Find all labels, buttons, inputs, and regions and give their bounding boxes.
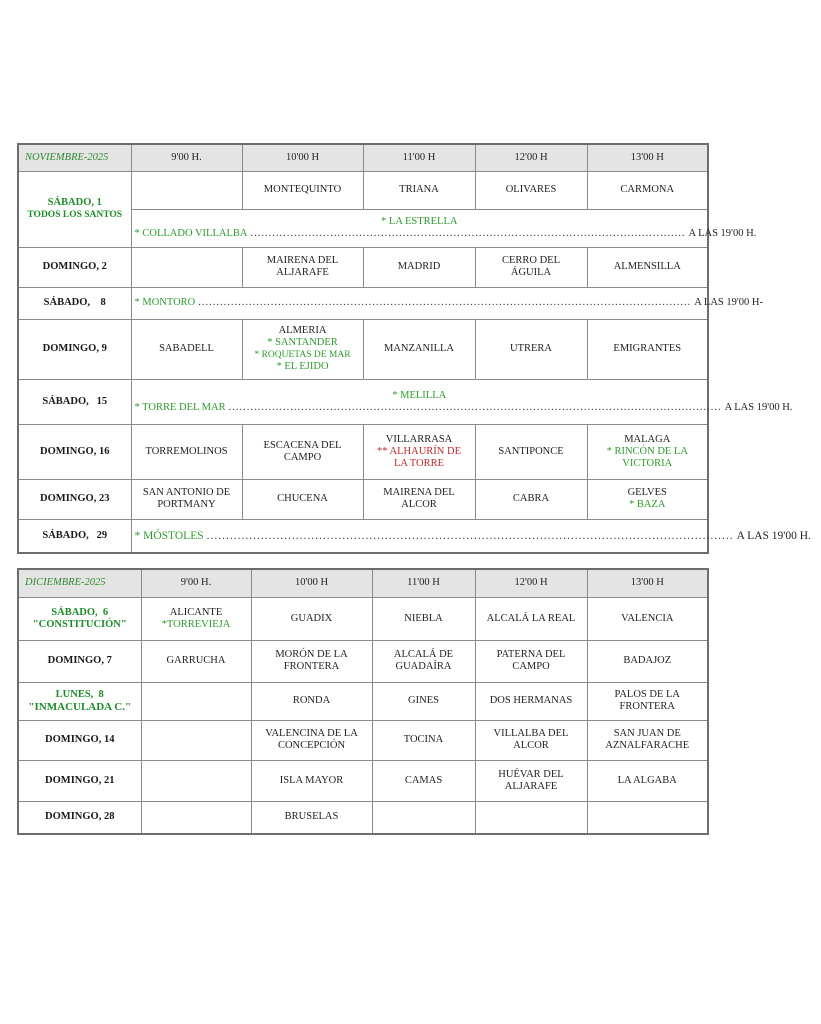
span-cell: [131, 209, 757, 247]
day-label: DOMINGO, 16: [18, 424, 131, 479]
november-header-row: [18, 144, 708, 171]
december-schedule-table: [17, 568, 709, 835]
cell: [242, 424, 363, 479]
table-row: [18, 287, 708, 319]
cell: [587, 479, 708, 519]
table-row: [18, 479, 708, 519]
month-title: NOVIEMBRE-2025: [18, 144, 131, 171]
table-row: [18, 424, 708, 479]
cell: DOS HERMANAS: [475, 682, 587, 720]
cell: [475, 247, 587, 287]
cell-line: MAIRENA DEL: [383, 487, 455, 498]
span-text: * MONTORO: [134, 297, 196, 308]
cell: MADRID: [363, 247, 475, 287]
table-row: [18, 597, 708, 640]
cell-empty: [141, 682, 251, 720]
cell-line: VICTORIA: [622, 457, 673, 469]
cell: [251, 640, 372, 682]
cell: SABADELL: [131, 319, 242, 379]
table-row: [18, 171, 708, 209]
cell: ALCALÁ LA REAL: [475, 597, 587, 640]
cell-line: GELVES: [627, 487, 667, 498]
cell: [141, 597, 251, 640]
time-label: A LAS 19'00 H-: [694, 297, 763, 308]
header-10h: 10'00 H: [251, 569, 372, 597]
span-text: * MELILLA: [392, 389, 447, 401]
cell: SANTIPONCE: [475, 424, 587, 479]
cell: [475, 760, 587, 801]
cell-line: FRONTERA: [283, 661, 340, 672]
month-title: DICIEMBRE-2025: [18, 569, 141, 597]
table-row: [18, 640, 708, 682]
time-label: A LAS 19'00 H.: [736, 529, 811, 542]
cell-line: * SANTANDER: [267, 337, 338, 348]
cell-line: SAN JUAN DE: [613, 728, 681, 739]
day-label: [18, 597, 141, 640]
cell-line: GUADAÍRA: [395, 661, 452, 672]
cell-empty: [372, 801, 475, 834]
span-cell: [131, 379, 793, 424]
cell: [242, 247, 363, 287]
day-subtitle: TODOS LOS SANTOS: [27, 210, 123, 220]
table-row: [18, 720, 708, 760]
cell-line: CERRO DEL: [501, 255, 561, 266]
table-row: [18, 247, 708, 287]
table-row: [18, 319, 708, 379]
cell-line: * EL EJIDO: [276, 361, 329, 372]
day-label: DOMINGO, 14: [18, 720, 141, 760]
cell-empty: [141, 801, 251, 834]
span-text: * TORRE DEL MAR: [134, 401, 226, 413]
cell: [131, 479, 242, 519]
cell: NIEBLA: [372, 597, 475, 640]
cell-line: ALICANTE: [169, 606, 223, 618]
cell: EMIGRANTES: [587, 319, 708, 379]
cell: TOCINA: [372, 720, 475, 760]
header-12h: 12'00 H: [475, 569, 587, 597]
table-row: [18, 682, 708, 720]
cell-line: ALCOR: [513, 740, 549, 751]
cell-line: SAN ANTONIO DE: [142, 487, 231, 498]
cell: LA ALGABA: [587, 760, 708, 801]
day-label: DOMINGO, 21: [18, 760, 141, 801]
day-label: DOMINGO, 7: [18, 640, 141, 682]
dot-leader: ........................................................................................................................................: [206, 529, 734, 542]
cell-line: AZNALFARACHE: [605, 740, 690, 751]
table-row: [18, 760, 708, 801]
header-11h: 11'00 H: [372, 569, 475, 597]
table-row: [18, 379, 708, 424]
day-label: [18, 682, 141, 720]
cell-line: ALMERIA: [278, 325, 327, 336]
cell-empty: [131, 247, 242, 287]
day-label: [18, 519, 131, 553]
cell: BADAJOZ: [587, 640, 708, 682]
cell: [363, 479, 475, 519]
cell: [475, 720, 587, 760]
cell: MANZANILLA: [363, 319, 475, 379]
cell-line: *TORREVIEJA: [161, 618, 231, 630]
day-subtitle: "INMACULADA C.": [28, 701, 132, 713]
cell: GUADIX: [251, 597, 372, 640]
span-cell: [131, 519, 811, 553]
cell-empty: [587, 801, 708, 834]
november-schedule-table: [17, 143, 811, 554]
cell-empty: [475, 801, 587, 834]
cell: GARRUCHA: [141, 640, 251, 682]
day-label: DOMINGO, 23: [18, 479, 131, 519]
day-name: LUNES, 8: [55, 689, 104, 700]
day-name: SÁBADO, 15: [42, 395, 108, 407]
cell: OLIVARES: [475, 171, 587, 209]
day-label: [18, 379, 131, 424]
table-row: [18, 801, 708, 834]
span-cell: [131, 287, 763, 319]
cell: GINES: [372, 682, 475, 720]
cell-line: PALOS DE LA: [614, 689, 681, 700]
header-11h: 11'00 H: [363, 144, 475, 171]
cell: [242, 319, 363, 379]
table-row: [18, 519, 708, 553]
cell-line: * ROQUETAS DE MAR: [254, 350, 351, 360]
cell: MONTEQUINTO: [242, 171, 363, 209]
cell-line: MAIRENA DEL: [266, 255, 339, 266]
day-label: DOMINGO, 9: [18, 319, 131, 379]
dot-leader: ........................................................................................................................................: [198, 297, 692, 308]
day-name: SÁBADO, 8: [43, 297, 106, 308]
dot-leader: ........................................................................................................................: [250, 228, 686, 239]
cell-line: MALAGA: [624, 433, 671, 445]
day-label: DOMINGO, 28: [18, 801, 141, 834]
cell: RONDA: [251, 682, 372, 720]
cell: TORREMOLINOS: [131, 424, 242, 479]
cell-line: ALCALÁ DE: [393, 649, 454, 660]
cell-empty: [131, 171, 242, 209]
cell-line: VALENCINA DE LA: [265, 728, 358, 739]
cell: VALENCIA: [587, 597, 708, 640]
cell: BRUSELAS: [251, 801, 372, 834]
cell-line: ESCACENA DEL: [263, 439, 342, 451]
cell-line: CAMPO: [283, 451, 322, 463]
cell: [475, 640, 587, 682]
cell: [587, 682, 708, 720]
header-9h: 9'00 H.: [141, 569, 251, 597]
cell: CHUCENA: [242, 479, 363, 519]
cell: ALMENSILLA: [587, 247, 708, 287]
cell-line: ALJARAFE: [504, 780, 558, 792]
day-label: [18, 171, 131, 247]
cell: [251, 720, 372, 760]
header-13h: 13'00 H: [587, 144, 708, 171]
header-12h: 12'00 H: [475, 144, 587, 171]
cell: TRIANA: [363, 171, 475, 209]
cell-line: VILLARRASA: [385, 433, 453, 445]
time-label: A LAS 19'00 H.: [688, 228, 757, 239]
december-header-row: [18, 569, 708, 597]
cell-line: CONCEPCIÓN: [277, 740, 346, 751]
cell: [363, 424, 475, 479]
cell-line: VILLALBA DEL: [493, 728, 569, 739]
cell-line: ALJARAFE: [276, 267, 329, 278]
day-label: [18, 287, 131, 319]
cell-empty: [141, 720, 251, 760]
cell-line: LA TORRE: [393, 457, 445, 469]
span-text: * COLLADO VILLALBA: [134, 228, 248, 239]
cell-line: ** ALHAURÍN DE: [377, 445, 461, 457]
header-13h: 13'00 H: [587, 569, 708, 597]
cell-line: ALCOR: [401, 499, 437, 510]
dot-leader: ........................................................................................................................................: [228, 401, 722, 413]
header-9h: 9'00 H.: [131, 144, 242, 171]
day-subtitle: "CONSTITUCIÓN": [32, 618, 127, 630]
day-name: SÁBADO, 29: [42, 529, 108, 541]
cell: ISLA MAYOR: [251, 760, 372, 801]
cell-line: FRONTERA: [619, 701, 675, 712]
cell-line: * RINCÓN DE LA: [606, 445, 688, 457]
cell-line: ÁGUILA: [510, 267, 552, 278]
day-label: DOMINGO, 2: [18, 247, 131, 287]
cell: CARMONA: [587, 171, 708, 209]
cell: CABRA: [475, 479, 587, 519]
cell-line: MORÓN DE LA: [275, 649, 348, 660]
span-text: * LA ESTRELLA: [381, 216, 458, 227]
cell: [587, 424, 708, 479]
time-label: A LAS 19'00 H.: [724, 401, 793, 413]
cell: CAMAS: [372, 760, 475, 801]
cell: UTRERA: [475, 319, 587, 379]
cell-line: CAMPO: [512, 661, 550, 672]
cell-line: PATERNA DEL: [496, 649, 566, 660]
cell-line: * BAZA: [629, 499, 666, 510]
cell-empty: [141, 760, 251, 801]
day-name: SÁBADO, 1: [47, 197, 102, 208]
cell-line: HUÉVAR DEL: [498, 768, 564, 780]
cell-line: PORTMANY: [157, 499, 216, 510]
header-10h: 10'00 H: [242, 144, 363, 171]
day-name: SÁBADO, 6: [51, 606, 109, 618]
span-text: * MÓSTOLES: [134, 529, 204, 542]
cell: [587, 720, 708, 760]
cell: [372, 640, 475, 682]
